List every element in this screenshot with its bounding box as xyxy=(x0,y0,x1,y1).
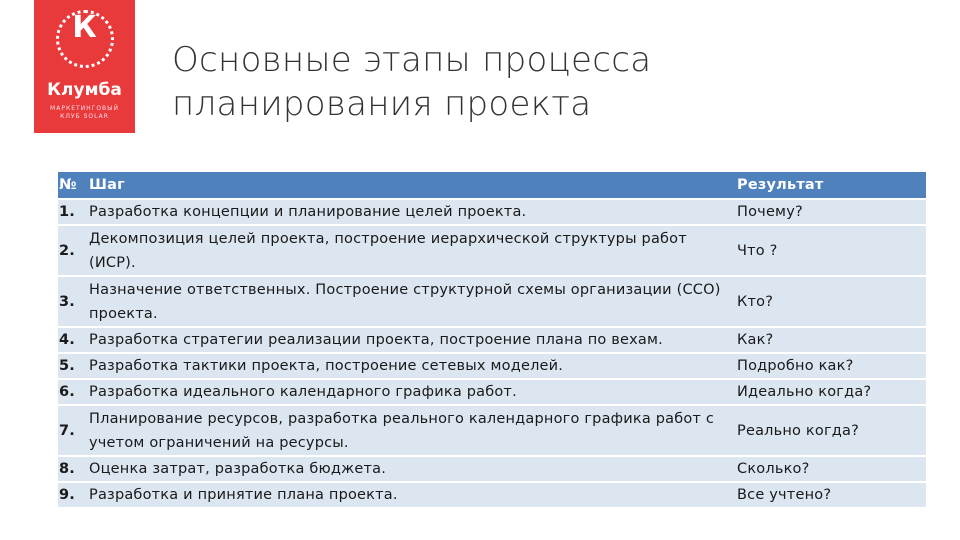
row-step: Разработка идеального календарного графика работ. xyxy=(89,384,517,400)
row-num: 4. xyxy=(59,332,75,348)
logo-tagline: МАРКЕТИНГОВЫЙ КЛУБ SOLAR xyxy=(50,105,119,120)
klumba-logo xyxy=(34,0,135,133)
table-row xyxy=(58,276,926,327)
steps-table xyxy=(58,172,926,509)
row-step: Разработка концепции и планирование целей проекта. xyxy=(89,204,527,220)
header-result: Результат xyxy=(737,177,824,193)
logo-letter: К xyxy=(72,10,97,45)
row-result: Что ? xyxy=(737,242,778,259)
row-result: Как? xyxy=(737,332,774,348)
table-row xyxy=(58,199,926,225)
row-result: Сколько? xyxy=(737,461,810,477)
table-row xyxy=(58,405,926,456)
table-row xyxy=(58,353,926,379)
row-num: 2. xyxy=(59,242,75,259)
row-num: 8. xyxy=(59,461,75,477)
row-num: 1. xyxy=(59,204,75,220)
slide-title: Основные этапы процесса планирования проекта xyxy=(172,40,652,124)
header-num: № xyxy=(59,177,77,193)
row-step: Разработка и принятие плана проекта. xyxy=(89,487,398,503)
row-num: 5. xyxy=(59,358,75,374)
table-row xyxy=(58,327,926,353)
table-row xyxy=(58,225,926,276)
row-result: Все учтено? xyxy=(737,487,832,503)
row-result: Подробно как? xyxy=(737,358,854,374)
row-step: Оценка затрат, разработка бюджета. xyxy=(89,461,387,477)
row-num: 6. xyxy=(59,384,75,400)
table-row xyxy=(58,379,926,405)
row-num: 7. xyxy=(59,422,75,439)
table-row xyxy=(58,482,926,508)
row-result: Почему? xyxy=(737,204,803,220)
row-result: Кто? xyxy=(737,293,774,310)
row-step: Разработка стратегии реализации проекта, построение плана по вехам. xyxy=(89,332,663,348)
logo-brand: Клумба xyxy=(47,80,122,100)
table-row xyxy=(58,456,926,482)
row-result: Реально когда? xyxy=(737,422,859,439)
table-header-row xyxy=(58,172,926,199)
row-num: 3. xyxy=(59,293,75,310)
header-step: Шаг xyxy=(89,177,125,193)
row-result: Идеально когда? xyxy=(737,384,872,400)
row-step: Планирование ресурсов, разработка реального календарного графика работ с учетом ограничений на ресурсы. xyxy=(89,410,715,451)
row-step: Назначение ответственных. Построение структурной схемы организации (ССО) проекта. xyxy=(89,281,721,322)
row-step: Декомпозиция целей проекта, построение иерархической структуры работ (ИСР). xyxy=(89,230,687,271)
row-num: 9. xyxy=(59,487,75,503)
row-step: Разработка тактики проекта, построение сетевых моделей. xyxy=(89,358,564,374)
